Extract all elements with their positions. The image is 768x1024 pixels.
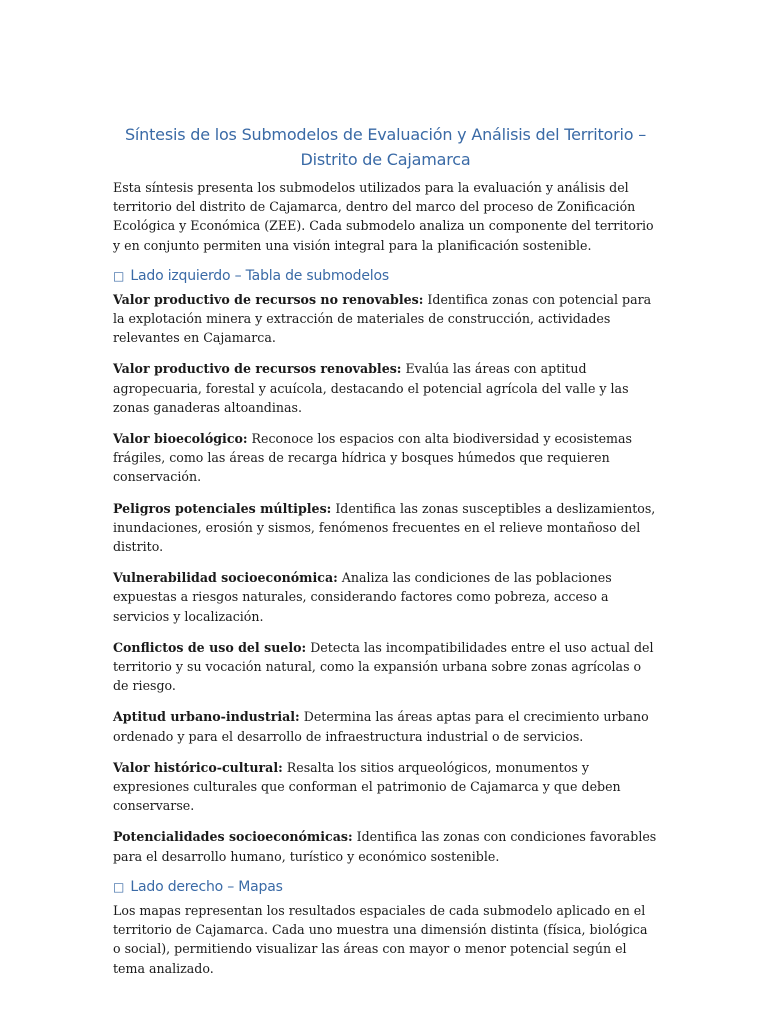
submodel-term: Peligros potenciales múltiples: bbox=[113, 500, 332, 516]
document-title-line-1: Síntesis de los Submodelos de Evaluación y Análisis del Territorio – bbox=[124, 125, 647, 144]
submodel-description: Reconoce los espacios con alta biodiversidad y ecosistemas frágiles, como las áreas de recarga hídrica y bosques húmedos que requieren conservación. bbox=[113, 431, 632, 485]
section-heading-right bbox=[113, 878, 658, 897]
submodel-description: Resalta los sitios arqueológicos, monumentos y expresiones culturales que conforman el patrimonio de Cajamarca y que deben conservarse. bbox=[113, 759, 621, 814]
submodel-term: Valor productivo de recursos no renovables: bbox=[113, 291, 424, 307]
submodel-entry bbox=[113, 638, 658, 696]
submodel-entry bbox=[113, 707, 658, 745]
submodel-term: Conflictos de uso del suelo: bbox=[113, 639, 307, 655]
submodel-description: Identifica las zonas con condiciones favorables para el desarrollo humano, turístico y económico sostenible. bbox=[113, 829, 657, 864]
maps-paragraph: Los mapas representan los resultados espaciales de cada submodelo aplicado en el territorio de Cajamarca. Cada uno muestra una dimensión distinta (física, biológica o social), permitiendo visualizar las áreas con mayor o menor potencial según el tema analizado. bbox=[113, 902, 648, 976]
document-title-line-2: Distrito de Cajamarca bbox=[300, 150, 471, 169]
section-heading-right-text: Lado derecho – Mapas bbox=[130, 878, 283, 895]
submodel-term: Aptitud urbano-industrial: bbox=[113, 709, 300, 725]
submodel-term: Potencialidades socioeconómicas: bbox=[113, 829, 353, 845]
submodel-entry bbox=[113, 568, 658, 626]
missing-glyph-icon: □ bbox=[113, 879, 125, 894]
submodel-term: Vulnerabilidad socioeconómica: bbox=[113, 570, 338, 586]
submodel-description: Detecta las incompatibilidades entre el uso actual del territorio y su vocación natural, como la expansión urbana sobre zonas agrícolas o de riesgo. bbox=[113, 639, 654, 694]
missing-glyph-icon: □ bbox=[113, 268, 125, 283]
document-title bbox=[113, 122, 658, 172]
submodel-entry bbox=[113, 827, 658, 865]
submodel-entry bbox=[113, 429, 658, 487]
submodel-list bbox=[113, 290, 658, 866]
submodel-description: Determina las áreas aptas para el crecimiento urbano ordenado y para el desarrollo de infraestructura industrial o de servicios. bbox=[113, 709, 649, 744]
section-heading-left-text: Lado izquierdo – Tabla de submodelos bbox=[130, 267, 389, 284]
document-page bbox=[113, 122, 658, 978]
intro-paragraph: Esta síntesis presenta los submodelos utilizados para la evaluación y análisis del territorio del distrito de Cajamarca, dentro del marco del proceso de Zonificación Ecológica y Económica (ZEE). Cada submodelo analiza un componente del territorio y en conjunto permiten una visión integral para la planificación sostenible. bbox=[113, 180, 654, 253]
submodel-description: Analiza las condiciones de las poblaciones expuestas a riesgos naturales, considerando factores como pobreza, acceso a servicios y localización. bbox=[113, 570, 612, 624]
submodel-description: Identifica las zonas susceptibles a deslizamientos, inundaciones, erosión y sismos, fenómenos frecuentes en el relieve montañoso del distrito. bbox=[113, 500, 656, 555]
submodel-entry bbox=[113, 290, 658, 348]
submodel-description: Evalúa las áreas con aptitud agropecuaria, forestal y acuícola, destacando el potencial agrícola del valle y las zonas ganaderas altoandinas. bbox=[113, 361, 629, 415]
submodel-entry bbox=[113, 359, 658, 417]
submodel-term: Valor bioecológico: bbox=[113, 431, 248, 447]
submodel-term: Valor histórico-cultural: bbox=[113, 759, 283, 775]
submodel-description: Identifica zonas con potencial para la explotación minera y extracción de materiales de construcción, actividades relevantes en Cajamarca. bbox=[113, 291, 652, 346]
submodel-term: Valor productivo de recursos renovables: bbox=[113, 361, 402, 377]
submodel-entry bbox=[113, 758, 658, 816]
submodel-entry bbox=[113, 499, 658, 557]
section-heading-left bbox=[113, 267, 658, 286]
